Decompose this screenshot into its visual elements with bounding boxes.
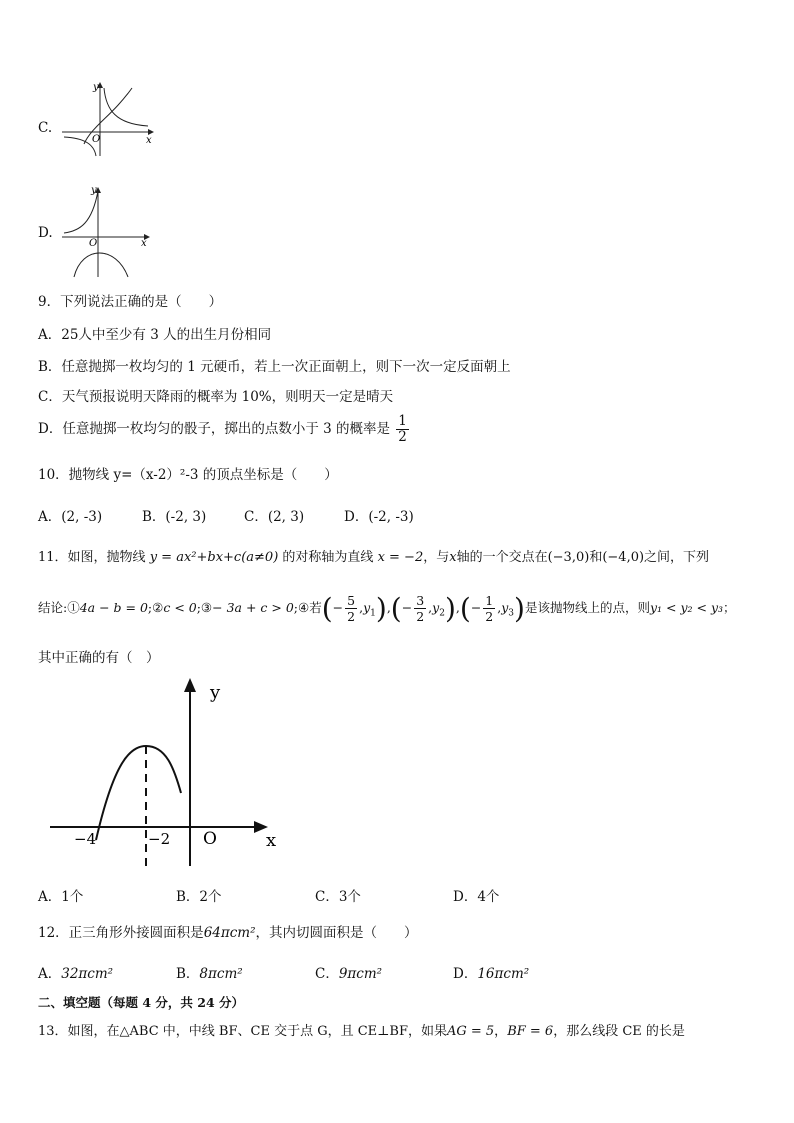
q12-stem: 12．正三角形外接圆面积是64πcm²，其内切圆面积是（ ） xyxy=(38,925,418,941)
q11-line-2: 结论:①4a − b = 0;②c < 0;③− 3a + c > 0;④若(− $\frac{5}{2}$ $,y_1),(-$ $\frac{3}{2}$ $,y_2),(-$ $\frac{1}{2}$ $,y_3$)是该抛物线上的点，则y₁ < y₂ < y₃； xyxy=(38,592,736,625)
origin-label: O xyxy=(92,134,101,145)
q9-option-a: A．25人中至少有 3 人的出生月份相同 xyxy=(38,327,272,343)
origin-label: O xyxy=(89,238,98,249)
option-d-label: D. xyxy=(38,225,53,241)
q12-option-b: B．8πcm² xyxy=(176,966,243,982)
q11-option-c: C．3个 xyxy=(315,889,361,905)
q10-stem: 10．抛物线 y=（x-2）²-3 的顶点坐标是（ ） xyxy=(38,467,338,483)
hyperbola-branch-1 xyxy=(104,88,148,126)
y-label: y xyxy=(93,82,99,93)
q11-line-3: 其中正确的有（ ） xyxy=(38,650,160,666)
fraction-one-half: $\frac{1}{2}$ xyxy=(398,413,407,445)
q9-option-c: C．天气预报说明天降雨的概率为 10%，则明天一定是晴天 xyxy=(38,389,394,405)
parabola-curve xyxy=(96,746,181,840)
q10-option-d: D．(-2, -3) xyxy=(344,509,414,525)
q10-option-b: B．(-2, 3) xyxy=(142,509,207,525)
q12-option-c: C．9πcm² xyxy=(315,966,383,982)
x-label: x xyxy=(146,135,152,146)
parabola-curve xyxy=(74,253,128,277)
y-axis-arrow xyxy=(184,678,196,692)
q10-option-a: A．(2, -3) xyxy=(38,509,103,525)
q9-option-d-text: D．任意抛掷一枚均匀的骰子，掷出的点数小于 3 的概率是 xyxy=(38,421,390,437)
q11-option-b: B．2个 xyxy=(176,889,222,905)
x-label: x xyxy=(141,238,147,249)
option-c-graph xyxy=(60,80,155,158)
tick-neg4: −4 xyxy=(74,830,97,848)
q12-option-d: D．16πcm² xyxy=(453,966,530,982)
exponential-curve xyxy=(64,191,98,233)
q9-stem: 9．下列说法正确的是（ ） xyxy=(38,294,223,310)
q11-parabola-graph xyxy=(48,676,288,872)
tick-neg2: −2 xyxy=(148,830,171,848)
q12-option-a: A．32πcm² xyxy=(38,966,114,982)
option-d-graph xyxy=(60,183,155,279)
q11-line-1: 11．如图，抛物线 y = ax²+bx+c(a≠0) 的对称轴为直线 x = −2，与x轴的一个交点在(−3,0)和(−4,0)之间，下列 xyxy=(38,550,710,565)
q10-option-c: C．(2, 3) xyxy=(244,509,305,525)
option-c-label: C. xyxy=(38,120,53,136)
origin-label: O xyxy=(203,829,217,849)
q9-option-b: B．任意抛掷一枚均匀的 1 元硬币，若上一次正面朝上，则下一次一定反面朝上 xyxy=(38,359,511,375)
y-label: y xyxy=(91,185,97,196)
q9-option-d xyxy=(38,414,411,445)
y-label: y xyxy=(210,682,221,703)
q11-option-d: D．4个 xyxy=(453,889,500,905)
q13-stem: 13．如图，在△ABC 中，中线 BF、CE 交于点 G，且 CE⊥BF，如果AG = 5，BF = 6，那么线段 CE 的长是 xyxy=(38,1024,685,1039)
section-2-title: 二、填空题（每题 4 分，共 24 分） xyxy=(38,995,245,1010)
q11-option-a: A．1个 xyxy=(38,889,84,905)
x-label: x xyxy=(266,830,277,851)
